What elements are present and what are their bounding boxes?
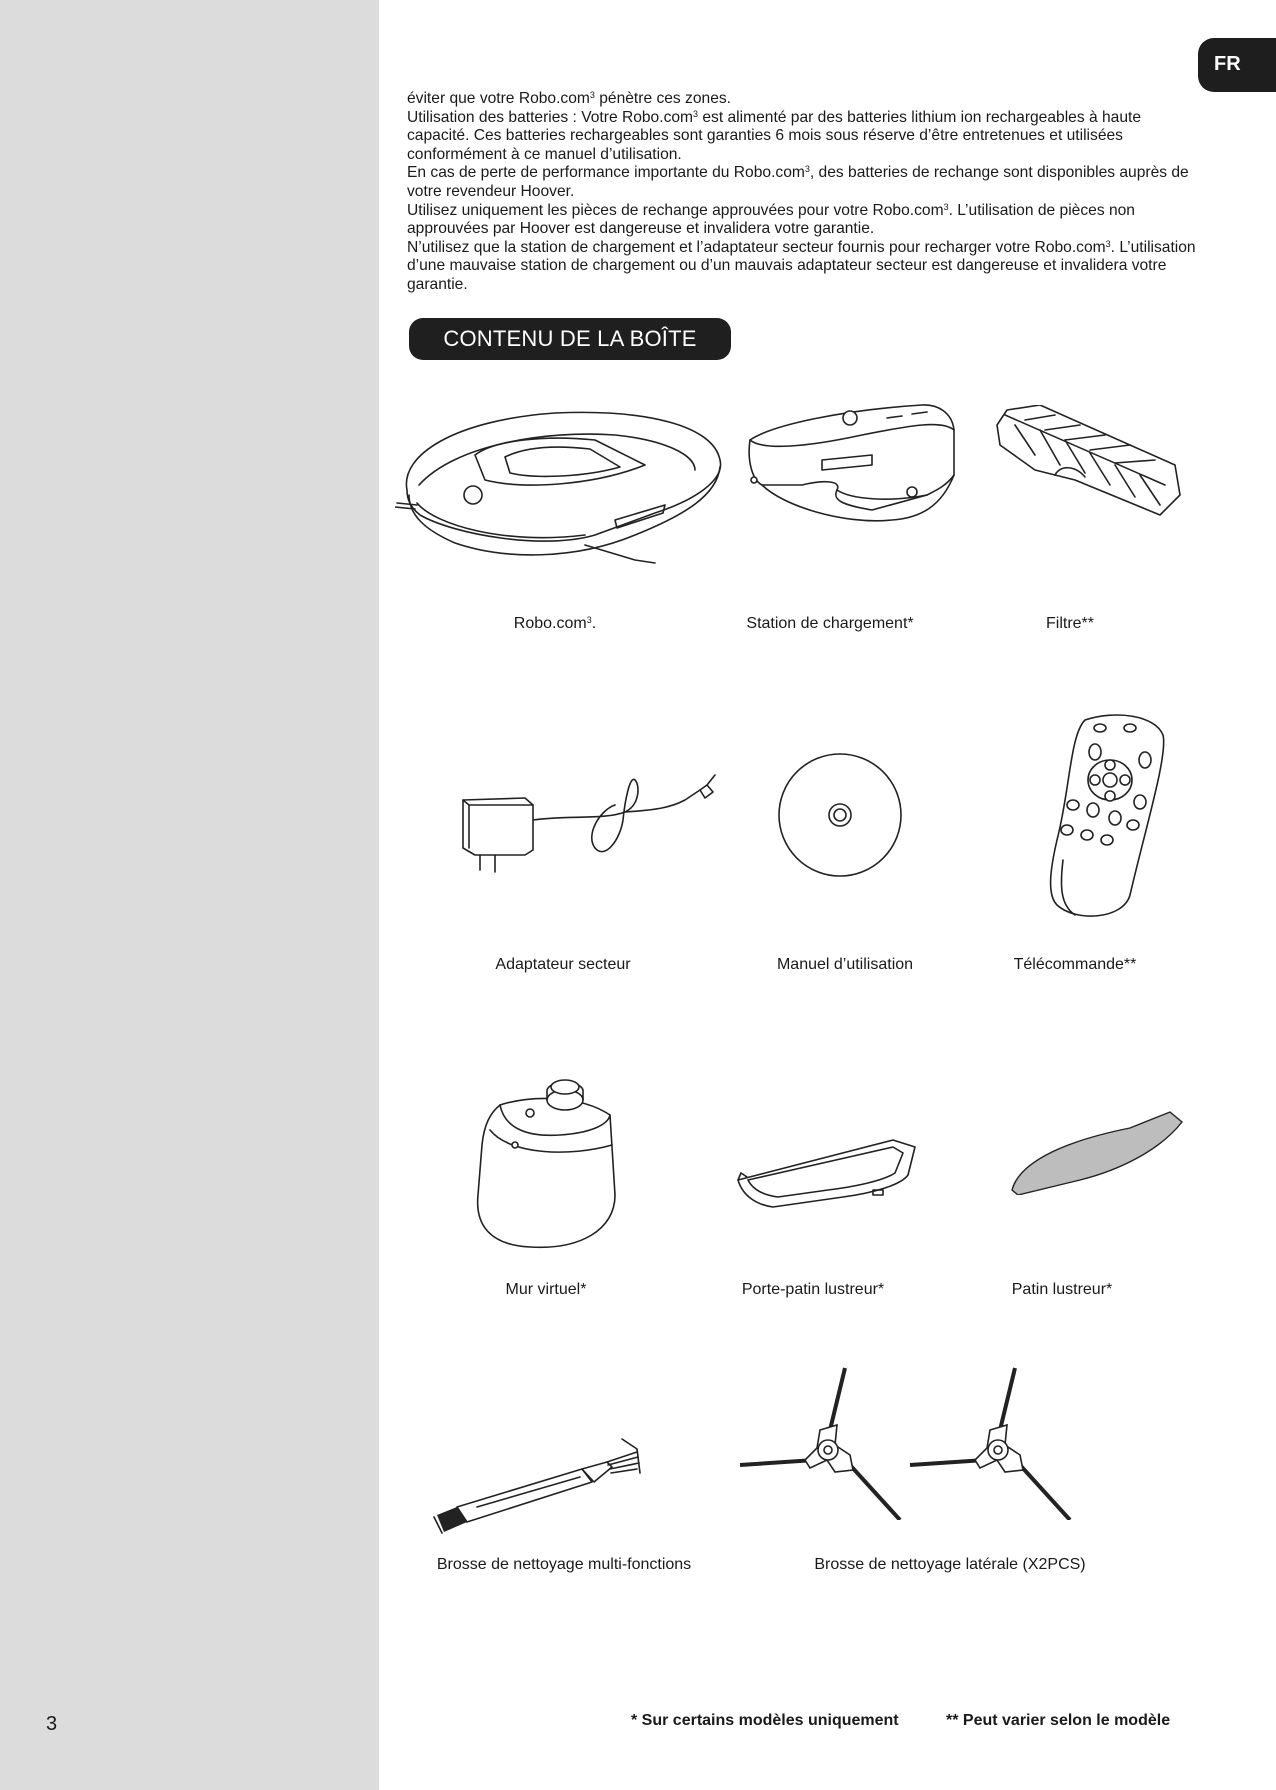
robot-label: Robo.com$^3$.: [513, 615, 597, 632]
user-manual-disc-illustration: [775, 750, 905, 880]
charging-station-illustration: [742, 400, 957, 530]
side-brush-2: [910, 1368, 1070, 1520]
polishing-pad-illustration: [1010, 1110, 1185, 1195]
virtual-wall-label: Mur virtuel*: [505, 1281, 587, 1298]
cleaning-brush-illustration: [432, 1437, 642, 1537]
section-header: CONTENU DE LA BOÎTE: [409, 318, 731, 360]
remote-label: Télécommande**: [1013, 956, 1137, 973]
page-number: 3: [46, 1713, 58, 1735]
body-paragraph: N’utilisez que la station de chargement et l’adaptateur secteur fournis pour recharger votre Robo.com$^3$. L’utilisation d’une mauvaise station de chargement ou d’un mauvais adaptateur secteur est dangereuse et invalidera votre garantie.: [407, 238, 1196, 293]
adapter-label: Adaptateur secteur: [495, 956, 631, 973]
manual-label: Manuel d’utilisation: [776, 956, 914, 973]
body-paragraph: Utilisation des batteries : Votre Robo.com$^3$ est alimenté par des batteries lithium ion rechargeables à haute capacité. Ces batteries rechargeables sont garanties 6 mois sous réserve d’être entretenues et utilisées conformément à ce manuel d’utilisation.: [407, 108, 1141, 163]
side-brush-illustration: [735, 1360, 1075, 1520]
body-text: [407, 90, 1197, 295]
body-paragraph: En cas de perte de performance importante du Robo.com$^3$, des batteries de rechange sont disponibles auprès de votre revendeur Hoover.: [407, 164, 1189, 200]
remote-control-illustration: [1045, 710, 1170, 925]
filter-illustration: [995, 405, 1185, 520]
robot-vacuum-illustration: [395, 395, 725, 570]
side-brush-1: [740, 1368, 900, 1520]
side-brush-label: Brosse de nettoyage latérale (X2PCS): [814, 1556, 1086, 1573]
body-paragraph: Utilisez uniquement les pièces de rechange approuvées pour votre Robo.com$^3$. L’utilisation de pièces non approuvées par Hoover est dangereuse et invalidera votre garantie.: [407, 201, 1135, 238]
pad-holder-label: Porte-patin lustreur*: [741, 1281, 885, 1298]
body-paragraph: éviter que votre Robo.com$^3$ pénètre ces zones.: [407, 90, 732, 107]
cleaning-brush-label: Brosse de nettoyage multi-fonctions: [436, 1556, 692, 1573]
power-adapter-illustration: [455, 760, 720, 875]
pad-label: Patin lustreur*: [1011, 1281, 1113, 1298]
pad-holder-illustration: [733, 1135, 918, 1210]
virtual-wall-illustration: [470, 1075, 620, 1255]
language-tab: FR: [1198, 38, 1276, 92]
footnote-some-models: * Sur certains modèles uniquement: [631, 1712, 899, 1729]
charging-station-label: Station de chargement*: [746, 615, 914, 632]
left-margin-band: [0, 0, 379, 1790]
footnote-varies: ** Peut varier selon le modèle: [946, 1712, 1171, 1729]
filter-label: Filtre**: [1045, 615, 1095, 632]
